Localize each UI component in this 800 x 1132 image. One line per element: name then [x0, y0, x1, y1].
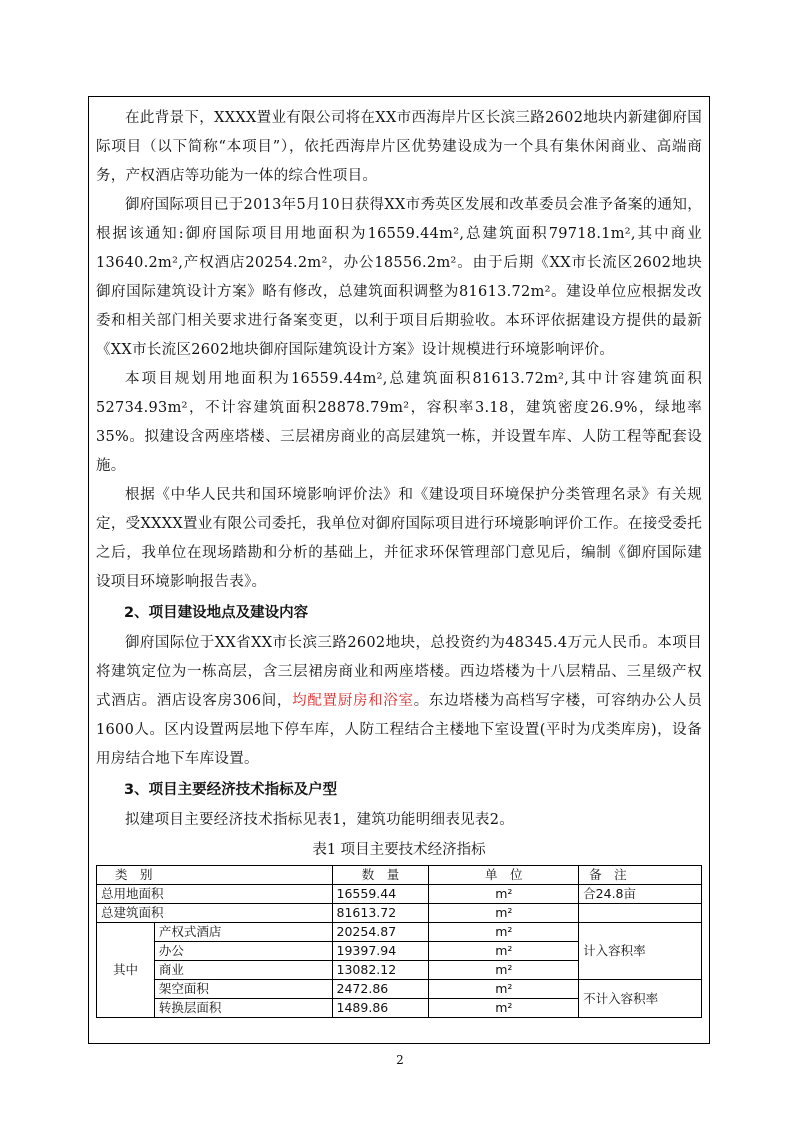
cell-value: 13082.12	[332, 961, 429, 980]
cell-value: 19397.94	[332, 942, 429, 961]
cell-value: 1489.86	[332, 999, 429, 1018]
indicator-table	[96, 865, 702, 1018]
table-row	[97, 980, 702, 999]
header-unit: 单 位	[429, 866, 579, 885]
intro-paragraph-4: 根据《中华人民共和国环境影响评价法》和《建设项目环境保护分类管理名录》有关规定，受XXXX置业有限公司委托，我单位对御府国际项目进行环境影响评价工作。在接受委托之后，我单位在现场踏勘和分析的基础上，并征求环保管理部门意见后，编制《御府国际建设项目环境影响报告表》。	[96, 487, 702, 590]
section-3-paragraph: 拟建项目主要经济技术指标见表1，建筑功能明细表见表2。	[125, 812, 515, 828]
cell-unit: m²	[429, 980, 579, 999]
intro-paragraph-3: 本项目规划用地面积为16559.44m²,总建筑面积81613.72m²,其中计容建筑面积52734.93m²，不计容建筑面积28878.79m²，容积率3.18，建筑密度26.9%，绿地率35%。拟建设含两座塔楼、三层裙房商业的高层建筑一栋，并设置车库、人防工程等配套设施。	[96, 371, 702, 474]
cell-note: 合24.8亩	[579, 885, 702, 904]
table-header-row	[97, 866, 702, 885]
section-2-heading: 2、项目建设地点及建设内容	[124, 605, 309, 621]
intro-paragraph-1: 在此背景下，XXXX置业有限公司将在XX市西海岸片区长滨三路2602地块内新建御府国际项目（以下简称“本项目”），依托西海岸片区优势建设成为一个具有集休闲商业、高端商务，产权酒店等功能为一体的综合性项目。	[96, 110, 702, 184]
header-category: 类 别	[97, 866, 333, 885]
header-note: 备 注	[579, 866, 702, 885]
note-counted: 计入容积率	[579, 923, 702, 980]
cell-name: 总用地面积	[97, 885, 333, 904]
cell-value: 2472.86	[332, 980, 429, 999]
cell-unit: m²	[429, 904, 579, 923]
cell-name: 总建筑面积	[97, 904, 333, 923]
table-1-caption: 表1 项目主要技术经济指标	[312, 842, 486, 858]
cell-unit: m²	[429, 923, 579, 942]
table-row	[97, 904, 702, 923]
section-3-heading: 3、项目主要经济技术指标及户型	[124, 782, 338, 798]
note-uncounted: 不计入容积率	[579, 980, 702, 1018]
frame-top-line	[88, 96, 710, 97]
cell-name: 转换层面积	[154, 999, 332, 1018]
table-row	[97, 923, 702, 942]
section-2-highlight: 均配置厨房和浴室	[292, 693, 414, 709]
intro-paragraph-2: 御府国际项目已于2013年5月10日获得XX市秀英区发展和改革委员会准予备案的通知，根据该通知:御府国际项目用地面积为16559.44m²,总建筑面积79718.1m²,其中商业13640.2m²,产权酒店20254.2m²，办公18556.2m²。由于后期《XX市长流区2602地块御府国际建筑设计方案》略有修改，总建筑面积调整为81613.72m²。建设单位应根据发改委和相关部门相关要求进行备案变更，以利于项目后期验收。本环评依据建设方提供的最新《XX市长流区2602地块御府国际建筑设计方案》设计规模进行环境影响评价。	[96, 197, 702, 358]
cell-note	[579, 904, 702, 923]
section-2-paragraph	[96, 629, 702, 774]
cell-name: 产权式酒店	[154, 923, 332, 942]
section-2-text-a: 御府国际位于XX省XX市长滨三路2602地块，总投资约为48345.4万元人民币。本项目将建筑定位为一栋高层，含三层裙房商业和两座塔楼。西边塔楼为十八层精品、三星级产权式酒店。酒店设客房306间，	[96, 635, 702, 709]
cell-name: 架空面积	[154, 980, 332, 999]
cell-value: 16559.44	[332, 885, 429, 904]
section-2-text-b: 。东边塔楼为高档写字楼，可容纳办公人员1600人。区内设置两层地下停车库，人防工程结合主楼地下室设置(平时为戊类库房)，设备用房结合地下车库设置。	[96, 693, 702, 767]
cell-unit: m²	[429, 885, 579, 904]
cell-unit: m²	[429, 961, 579, 980]
cell-unit: m²	[429, 942, 579, 961]
cell-name: 商业	[154, 961, 332, 980]
header-quantity: 数 量	[332, 866, 429, 885]
group-label: 其中	[97, 923, 155, 1018]
page-number: 2	[396, 1053, 404, 1067]
cell-name: 办公	[154, 942, 332, 961]
document-body	[96, 104, 702, 1018]
cell-unit: m²	[429, 999, 579, 1018]
cell-value: 20254.87	[332, 923, 429, 942]
cell-value: 81613.72	[332, 904, 429, 923]
table-row	[97, 885, 702, 904]
